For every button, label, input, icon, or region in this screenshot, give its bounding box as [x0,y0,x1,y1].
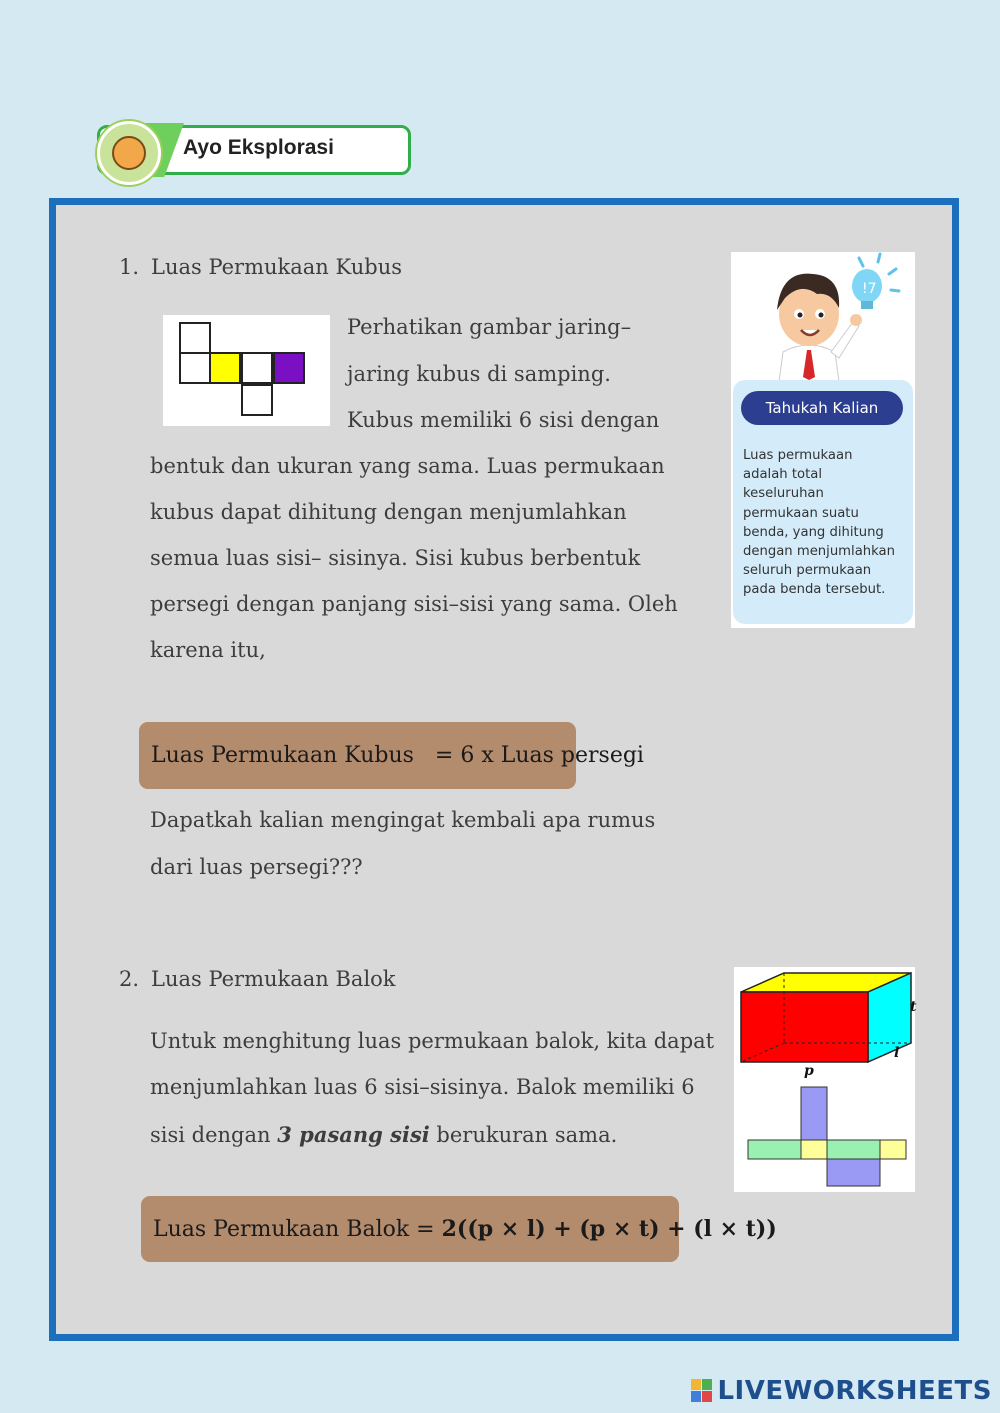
section1-line: Kubus memiliki 6 sisi dengan [347,408,660,432]
section-title: Ayo Eksplorasi [183,136,334,159]
boy-character-icon [731,252,915,382]
label-l: l [894,1045,900,1061]
label-p: p [804,1063,814,1079]
svg-text:!7: !7 [862,281,877,297]
section1-line: kubus dapat dihitung dengan menjumlahkan [150,500,627,524]
brand-text: LIVEWORKSHEETS [717,1376,992,1406]
formula-math: 2((p × l) + (p × t) + (l × t)) [441,1216,777,1242]
did-you-know-text: Luas permukaan adalah total keseluruhan permukaan suatu benda, yang dihitung dengan menjumlahkan seluruh permukaan pada benda tersebut. [743,448,895,598]
section2-line: Untuk menghitung luas permukaan balok, kita dapat [150,1029,715,1053]
question-line: Dapatkah kalian mengingat kembali apa rumus [150,808,656,832]
section2-heading: Luas Permukaan Balok [151,967,396,991]
section2-line: sisi dengan 3 pasang sisi berukuran sama. [150,1122,618,1147]
section1-number: 1. [119,255,140,279]
cube-net-image [163,315,330,426]
formula-label: Luas Permukaan Balok = [153,1216,442,1242]
question-line: dari luas persegi??? [150,855,363,879]
section1-heading: Luas Permukaan Kubus [151,255,402,279]
section1-line: jaring kubus di samping. [347,362,611,386]
cuboid-image [734,967,915,1192]
globe-book-icon [97,121,161,185]
label-t: t [910,999,917,1015]
did-you-know-box [731,252,915,628]
cube-formula-box: Luas Permukaan Kubus = 6 x Luas persegi [139,722,576,789]
section1-line: semua luas sisi– sisinya. Sisi kubus berbentuk [150,546,641,570]
section2-number: 2. [119,967,140,991]
cuboid-diagram [734,967,915,1192]
section1-line: Perhatikan gambar jaring– [347,315,632,339]
liveworksheets-brand [691,1376,992,1406]
emphasis-text: 3 pasang sisi [277,1122,430,1147]
section2-line: menjumlahkan luas 6 sisi–sisinya. Balok memiliki 6 [150,1075,695,1099]
liveworksheets-logo-icon [691,1379,713,1403]
did-you-know-card [733,380,913,624]
section1-line: persegi dengan panjang sisi–sisi yang sama. Oleh [150,592,678,616]
section1-line: karena itu, [150,638,266,662]
balok-formula-box [141,1196,777,1262]
did-you-know-title: Tahukah Kalian [741,391,903,425]
section1-line: bentuk dan ukuran yang sama. Luas permukaan [150,454,665,478]
